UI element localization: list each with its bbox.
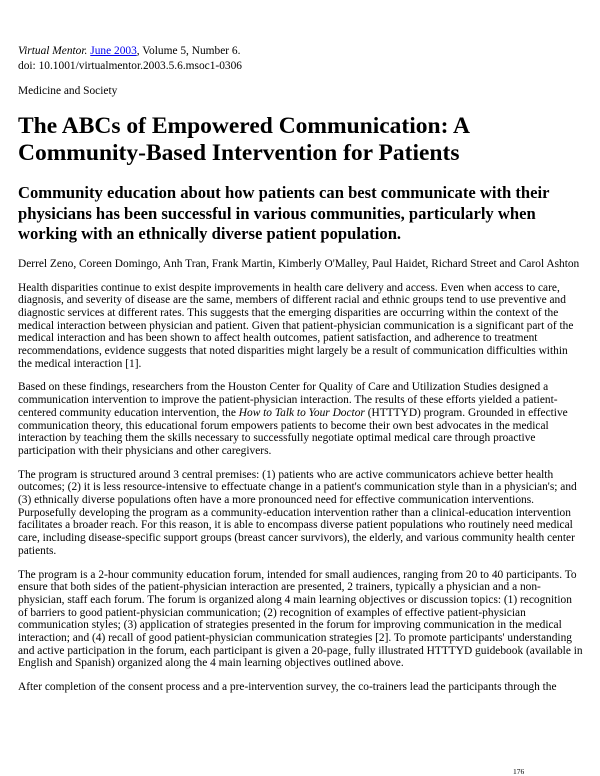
paragraph-5: After completion of the consent process and a pre-intervention survey, the co-trainers lead the participants through the bbox=[18, 681, 557, 694]
authors: Derrel Zeno, Coreen Domingo, Anh Tran, Frank Martin, Kimberly O'Malley, Paul Haidet, Richard Street and Carol Ashton bbox=[18, 257, 580, 270]
volume-info: , Volume 5, Number 6. bbox=[136, 45, 241, 57]
article-title: The ABCs of Empowered Communication: A Community-Based Intervention for Patients bbox=[18, 113, 469, 166]
section-label: Medicine and Society bbox=[18, 85, 118, 97]
issue-link[interactable]: June 2003 bbox=[90, 45, 137, 57]
doi: doi: 10.1001/virtualmentor.2003.5.6.msoc1-0306 bbox=[18, 60, 242, 72]
journal-name: Virtual Mentor. bbox=[18, 45, 88, 57]
article-page bbox=[18, 44, 583, 694]
paragraph-4: The program is a 2-hour community education forum, intended for small audiences, ranging from 20 to 40 participants. To ensure that both sides of the patient-physician interaction are presented, 2 trainers, typically a physician and a non-physician, staff each forum. The forum is organized along 4 main learning objectives or discussion topics: (1) recognition of barriers to good patient-physician communication; (2) recognition of examples of effective patient-physician communication styles; (3) application of strategies presented in the forum for improving communication in the medical interaction; and (4) recall of good patient-physician communication strategies [2]. To promote participants' understanding and active participation in the forum, each participant is given a 20-page, fully illustrated HTTTYD guidebook (available in English and Spanish) organized along the 4 main learning objectives outlined above. bbox=[18, 568, 583, 670]
paragraph-1: Health disparities continue to exist despite improvements in health care delivery and access. Even when access to care, diagnosis, and severity of disease are the same, members of different racial and ethnic groups tend to use preventive and diagnostic services at different rates. This suggests that the emerging disparities are occurring within the context of the medical interaction between physician and patient. Given that patient-physician communication is a significant part of the medical interaction and has been shown to affect health outcomes, patient satisfaction, and adherence to treatment recommendations, evidence suggests that noted disparities might largely be a result of communication difficulties within the medical interaction [1]. bbox=[18, 281, 574, 370]
paragraph-3: The program is structured around 3 central premises: (1) patients who are active communicators achieve better health outcomes; (2) it is less resource-intensive to effectuate change in a patient's communication style than in a physician's; and (3) ethnically diverse populations often have a more pronounced need for effective communication interventions. Purposefully developing the program as a community-education intervention rather than a clinical-education intervention facilitates a broader reach. For this reason, it is able to encompass diverse patient populations who routinely need medical care, including disease-specific support groups (breast cancer survivors), the elderly, and various community health center patients. bbox=[18, 468, 577, 557]
article-subtitle: Community education about how patients can best communicate with their physicians has been successful in various communities, particularly when working with an ethnically diverse patient population. bbox=[18, 183, 550, 243]
page-number: 176 bbox=[513, 767, 525, 776]
paragraph-2: Based on these findings, researchers from the Houston Center for Quality of Care and Utilization Studies designed a communication intervention to improve the patient-physician interaction. The results of these efforts yielded a patient-centered community education intervention, the How to Talk to Your Doctor (HTTTYD) program. Grounded in effective communication theory, this educational forum empowers patients to become their own best advocates in the medical interaction by teaching them the skills necessary to successfully negotiate optimal medical care through proactive participation with their physicians and other caregivers. bbox=[18, 381, 568, 457]
program-name: How to Talk to Your Doctor bbox=[238, 406, 365, 419]
citation bbox=[18, 44, 583, 74]
